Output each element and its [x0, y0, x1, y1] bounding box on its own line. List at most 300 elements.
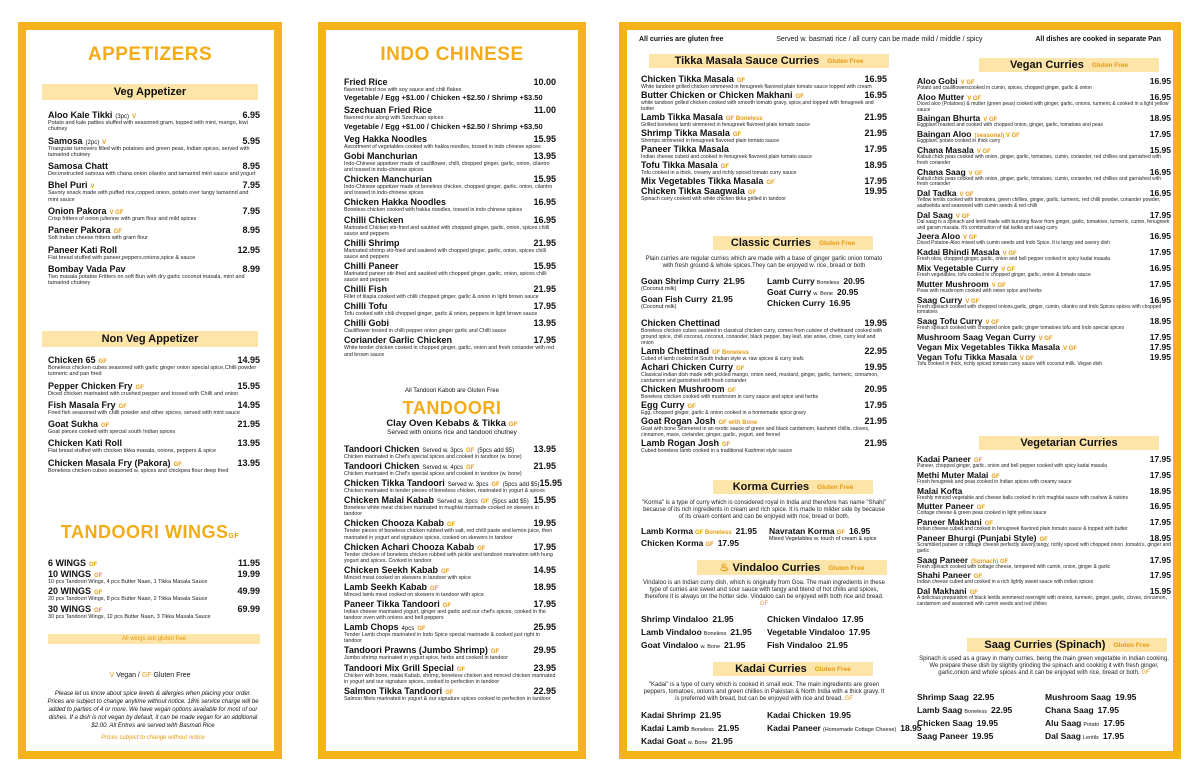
menu-item-description: flavored fried rice with soy sauce and chili flakes: [344, 87, 462, 93]
menu-item-name-group: [344, 105, 432, 115]
menu-item-tag: GF: [969, 590, 978, 597]
menu-item: [344, 238, 556, 260]
saag-list: [917, 692, 1171, 742]
grid-item-name: Chana Saag: [1045, 705, 1094, 715]
vegan-heading: Vegan Curries: [1009, 59, 1084, 71]
wings-gf-tag: GF: [228, 533, 240, 540]
menu-item: [641, 144, 887, 160]
menu-item-row: [344, 663, 556, 673]
menu-item-name: Chicken Tikka Tandoori: [344, 478, 445, 489]
menu-item-name: Egg Curry: [641, 400, 685, 410]
menu-item-row: [48, 458, 260, 468]
menu-item-description: Diced Potatoe-Aloo mixed with cumin seeds and Indo Spice. It is tangy and savory dish: [917, 240, 1110, 247]
menu-item: [344, 151, 556, 173]
menu-item-name: Tofu Tikka Masala: [641, 160, 718, 170]
grid-item-price: 19.95: [829, 710, 851, 720]
nonveg-appetizer-heading: Non Veg Appetizer: [101, 333, 199, 345]
menu-item-price: 17.95: [533, 599, 556, 610]
grid-item-price: 20.95: [843, 276, 865, 286]
menu-item-row: [344, 105, 556, 115]
menu-item-name: Chicken Seekh Kabab: [344, 564, 439, 575]
korma-description: "Korma" is a type of curry which is considered royal in India and therefore has name "Shahi" because of its rich ingredients in cream and rich spice. It is made to milder side by because of its cream content and can be enjoyed with rice, bread or both.: [642, 500, 886, 520]
menu-item-name: Gobi Manchurian: [344, 151, 418, 162]
menu-item-description: Indian cheese cubed and cooked in a rich lightly sweet sauce with indian spices: [917, 579, 1094, 586]
grid-item-name: Chicken Vindaloo: [767, 614, 839, 624]
menu-item-name-group: [344, 582, 438, 592]
menu-item-description: Diced chicken marinated with crushed pepper and tossed with Chilli and onion: [48, 390, 239, 397]
menu-item: [917, 501, 1171, 517]
menu-item-description: Fried fish seasoned with chilli powder and other spices, served with mint sauce: [48, 409, 240, 416]
menu-item: [917, 586, 1171, 608]
menu-item-name: Kadai Bhindi Masala: [917, 247, 1000, 258]
menu-item-description: Soft Indian cheese fritters with gram flour: [48, 235, 148, 242]
grid-item-size: Lentils: [1082, 735, 1099, 741]
menu-item: [344, 134, 556, 150]
grid-item-name: Vegetable Vindaloo: [767, 627, 845, 637]
grid-item-name: Kadai Lamb: [641, 723, 690, 733]
menu-item: [344, 478, 562, 495]
menu-item-price: 16.95: [1149, 231, 1171, 242]
menu-item-row: [344, 645, 556, 655]
menu-item-description: Kabuli chick peas cooked with onion, ginger, garlic, tomatoes, cumin, coriander, red chillies and garnished with fresh coriander: [917, 153, 1162, 166]
grid-item: [767, 298, 850, 308]
menu-item-price: 17.95: [533, 541, 556, 552]
menu-item-name: Kadai Paneer: [917, 454, 971, 464]
menu-item-tag: GF: [720, 164, 730, 170]
menu-item-price: 18.95: [1149, 113, 1171, 124]
menu-item-row: [344, 261, 556, 271]
tandoori-subtitle: [326, 418, 578, 429]
menu-item-name-group: [917, 342, 1077, 352]
grid-item-name: Shrimp Vindaloo: [641, 614, 709, 624]
grid-item-name: Lamb Korma: [641, 526, 693, 536]
grid-item-name: Kadai Goat: [641, 736, 686, 746]
appetizers-panel: [18, 22, 282, 759]
menu-item-row: [48, 569, 260, 579]
menu-item-tag: GF: [98, 359, 107, 365]
grid-item-size: Boneless: [964, 709, 987, 715]
menu-item-description: Chicken marinated in Chef's special spices and cooked in tandoor (w. bone): [344, 471, 522, 478]
menu-item-name-group: [641, 186, 756, 196]
menu-item-tag: GF: [973, 458, 983, 464]
menu-item: [917, 295, 1171, 317]
grid-item: [641, 614, 734, 624]
menu-item-price: 19.95: [1149, 351, 1171, 362]
menu-item-description: White tender chicken cooked in chopped ginger, garlic, onion and fresh coriander with red and brown sauce: [344, 345, 554, 358]
menu-item-price: 15.95: [533, 174, 556, 185]
menu-item: [48, 558, 260, 568]
menu-item: [344, 444, 556, 460]
nonveg-appetizer-band: [42, 331, 258, 347]
menu-item-name-group: [344, 284, 387, 294]
korma-heading: Korma Curries: [732, 481, 810, 493]
grid-item: [641, 294, 733, 310]
menu-item: [344, 495, 556, 517]
menu-item-row: [48, 400, 260, 410]
menu-item-description: Potato and cauliflowerscooked in cumin, spices, chopped ginger, garlic & onion: [917, 85, 1092, 91]
menu-item-name: Onion Pakora: [48, 206, 107, 217]
menu-item-price: 8.95: [242, 225, 260, 236]
menu-item-price: 5.95: [242, 135, 260, 146]
menu-item-description: Yellow lentils cooked with tomatoes, green chillies, ginger, garlic, turmeric, red chilli powder, coriander powder, asafoetida and seasoned with cumin seeds & red chilli: [917, 197, 1161, 209]
grid-item: [767, 614, 863, 624]
classic-band: [713, 236, 873, 250]
menu-item-tag: GF: [89, 562, 98, 568]
menu-item-row: [48, 558, 260, 568]
menu-item-name-group: [344, 461, 474, 471]
menu-item-price: 18.95: [1149, 316, 1171, 327]
menu-item: [917, 145, 1171, 167]
menu-item: [917, 352, 1171, 368]
menu-item-size: (3pc): [115, 114, 130, 120]
menu-item-price: 19.99: [237, 569, 260, 579]
menu-item-name-group: [641, 160, 729, 170]
menu-item: [48, 110, 260, 133]
menu-item-row: [917, 332, 1171, 342]
vindaloo-gf: Gluten Free: [828, 565, 865, 572]
menu-item-name-group: [48, 161, 108, 171]
indo-chinese-title: INDO CHINESE: [380, 44, 524, 65]
grid-item-price: 21.95: [826, 640, 848, 650]
menu-item: [917, 167, 1171, 189]
menu-item: [641, 438, 887, 454]
grid-item-price: 22.95: [972, 692, 995, 702]
menu-item-description: white tandoori grilled chicken cooked with smooth tomato gravy, spice,and topped with fenugreek and butter: [641, 100, 874, 112]
menu-item-price: 13.95: [533, 318, 556, 329]
grid-item: [641, 640, 745, 650]
menu-item-name: Dal Tadka: [917, 188, 957, 199]
menu-item-tag: GF: [736, 366, 745, 372]
kadai-list: [641, 710, 922, 750]
menu-item-tag: GF: [466, 448, 475, 454]
menu-item: [344, 663, 556, 685]
menu-item-name: Tandoori Chicken: [344, 444, 420, 454]
menu-item-price: 14.95: [533, 564, 556, 575]
menu-item-price: 16.95: [1149, 76, 1171, 86]
menu-item: [917, 76, 1171, 92]
menu-item-price: 25.95: [533, 622, 556, 633]
menu-item: [641, 186, 887, 202]
menu-item-tag: V GF: [1063, 345, 1078, 352]
menu-item-name: Saag Curry: [917, 294, 963, 305]
menu-item-name-group: [344, 197, 446, 207]
menu-item-price: 13.95: [533, 151, 556, 162]
menu-item-name: Shahi Paneer: [917, 570, 971, 581]
menu-item-row: [344, 542, 556, 552]
menu-item-description: Tofu cooked with chili chopped ginger, garlic & onion, peppers in light brown sauce: [344, 311, 538, 318]
menu-item-price: 18.95: [1149, 532, 1171, 543]
menu-item-size: 4pcs: [401, 626, 415, 633]
menu-item: [48, 180, 260, 203]
grid-item-name: Kadai Shrimp: [641, 710, 696, 720]
kadai-gf: Gluten Free: [814, 666, 851, 673]
menu-item-row: [641, 90, 887, 100]
menu-item-name: 30 WINGS: [48, 603, 92, 614]
menu-item-description: Peas with mushroom cooked with onion spice and herbs: [917, 287, 1042, 294]
menu-item-name-group: [48, 245, 117, 255]
menu-item-row: [344, 284, 556, 294]
menu-item-price: 19.95: [864, 318, 887, 328]
vindaloo-band: [697, 560, 887, 575]
grid-item-tag: GF: [705, 542, 714, 548]
menu-item-name: Vegan Mix Vegetables Tikka Masala: [917, 341, 1061, 352]
grid-item: [917, 692, 994, 702]
menu-item-tag: V GF: [967, 95, 982, 102]
menu-item-extra: (5pcs add $5): [492, 499, 529, 506]
menu-item-row: [641, 346, 887, 356]
menu-item-row: [917, 342, 1171, 352]
grid-item-tag: GF: [836, 530, 846, 536]
menu-item-tag: GF: [447, 522, 456, 529]
grid-item-price: 17.95: [848, 627, 871, 637]
menu-item-row: [48, 245, 260, 255]
menu-item-name-group: [48, 381, 144, 391]
grid-item-size: Boneless: [703, 631, 727, 637]
grid-item-name: Shrimp Saag: [917, 692, 969, 702]
menu-item-price: 17.95: [1149, 247, 1171, 258]
menu-item-description: Savory snack made with puffed rice,copped onion, potato over tangy tamarind and mint sauce: [48, 190, 249, 203]
menu-item-price: 8.95: [242, 161, 260, 172]
menu-item-description: Goat pieces cooked with special south Indian spices: [48, 429, 176, 436]
menu-item-description: Fresh spinach cooked with chopped onions,garlic, ginger, cumin, cilantro and Indo Spices spices with chopped tomatoes: [917, 303, 1162, 316]
menu-item-row: [641, 74, 887, 84]
appetizers-title: APPETIZERS: [87, 44, 213, 65]
menu-item-row: [641, 128, 887, 138]
menu-item-name-group: [344, 134, 427, 144]
menu-item-name: Methi Muter Malai: [917, 469, 989, 480]
menu-item-price: 17.95: [1149, 331, 1171, 342]
menu-item: [917, 533, 1171, 555]
menu-item-price: 49.99: [237, 586, 260, 597]
menu-item: [917, 517, 1171, 533]
menu-item-price: 21.95: [864, 112, 887, 122]
saag-desc-gf: GF: [1141, 670, 1150, 676]
menu-item-description: Indo-Chinese appetizer made of cauliflower, chilli, chopped ginger, garlic, onion, cilantro and tossed in indo-chinese spices: [344, 161, 550, 174]
menu-item-description: 20 pcs Tandoori Wings, 8 pcs Butter Naan, 2 Tikka Masala Sauce: [48, 596, 208, 603]
menu-item-row: [344, 335, 556, 345]
menu-item-name-group: [344, 565, 449, 575]
menu-item-name: Baingan Aloo: [917, 129, 972, 140]
menu-item-name: Paneer Pakora: [48, 225, 111, 236]
menu-item-row: [344, 565, 556, 575]
veg-appetizer-heading: Veg Appetizer: [113, 86, 187, 98]
grid-item-price: 21.95: [711, 294, 733, 304]
menu-item-tag: GF: [973, 574, 983, 581]
menu-item-description: Boneless white meat chicken marinated in mughlai marinade cooked on skewers in tandoor: [344, 505, 539, 518]
menu-item-row: [344, 478, 562, 489]
menu-item-name: Chana Masala: [917, 144, 974, 155]
menu-item-name: Chicken Chettinad: [641, 318, 721, 328]
menu-item-name: Goat Sukha: [48, 419, 99, 430]
menu-item-description: Scrambled paneer or cottage cheese perfectly savory,tangy, richly spiced with chopped onion ,tomato's, ginger and garlic: [917, 541, 1171, 554]
menu-item-price: 13.95: [237, 438, 260, 449]
menu-item-price: 17.95: [864, 400, 887, 410]
menu-item-name-group: [48, 180, 95, 190]
menu-item-tag: GF: [976, 505, 986, 512]
menu-item: [344, 518, 556, 540]
menu-item-price: 15.95: [237, 380, 260, 391]
menu-item-price: 16.95: [864, 74, 887, 84]
menu-item-price: 17.95: [533, 301, 556, 312]
grid-item: [767, 276, 865, 286]
menu-item-description: Tofu cooked in a thick, creamy and richly spiced tomato curry sauce: [641, 170, 797, 176]
menu-item-tag: GF: [135, 384, 144, 391]
menu-item-row: [641, 176, 887, 186]
menu-item-row: [641, 318, 887, 328]
menu-item-price: 15.95: [533, 134, 556, 144]
menu-item-description: Marinated shrimp stir-fried and sauteed with chopped ginger, garlic, onion, spices chilli sauce and peppers: [344, 247, 546, 260]
menu-item-name-group: [344, 686, 454, 696]
menu-item: [48, 458, 260, 474]
wings-note: All wings are gluten free: [48, 634, 260, 644]
menu-item-name: Mutter Mushroom: [917, 278, 989, 289]
menu-item-name-group: [344, 151, 418, 161]
menu-item-price: 21.95: [533, 461, 556, 472]
menu-item-row: [641, 186, 887, 196]
menu-item-description: Freshly minced vegetable and cheese balls cooked in rich mughlai sauce with cashew & raisins: [917, 494, 1128, 501]
classic-list: [641, 318, 887, 454]
menu-item-name-group: [48, 438, 122, 448]
grid-item-size: w. Bone: [700, 644, 721, 650]
menu-item: [917, 188, 1171, 210]
menu-item-name-group: [641, 362, 744, 372]
menu-item: [344, 599, 556, 621]
vegetarian-list: [917, 454, 1171, 608]
menu-item-name-group: [344, 599, 451, 609]
fire-icon: ♨: [719, 562, 730, 574]
curries-panel: [619, 22, 1181, 759]
grid-item-name: Lamb Curry: [767, 276, 815, 286]
menu-item-row: [48, 136, 260, 146]
menu-item-price: 19.95: [533, 518, 556, 529]
menu-item: [344, 284, 556, 300]
menu-item-price: 13.95: [237, 457, 260, 468]
menu-item-tag: GF: [445, 689, 454, 696]
tandoori-note: All Tandoori Kabob are Gluten Free: [405, 388, 499, 394]
menu-item-tag: V GF: [968, 170, 983, 177]
menu-item: [48, 355, 260, 378]
menu-item-name-group: [344, 215, 404, 225]
legend: V Vegan / GF Gluten Free: [109, 672, 191, 679]
grid-item-price: 20.95: [836, 287, 859, 297]
menu-item-description: Triangular turnovers filled with potatoes and green peas, Indian spices, served with tamarind chutney: [48, 145, 250, 158]
menu-item-tag: V GF: [985, 320, 1000, 327]
menu-item: [344, 105, 556, 130]
tandoori-list: [344, 444, 562, 703]
menu-item-name-group: [344, 444, 514, 454]
menu-item-description: Fillet of tilapia cooked with chilli chopped ginger, garlic & onion in light brown sauce: [344, 294, 539, 301]
menu-item-row: [48, 381, 260, 391]
menu-item-row: [641, 416, 887, 426]
menu-item: [48, 161, 260, 177]
menu-item-tag: GF: [94, 590, 103, 597]
menu-item: [48, 438, 260, 454]
menu-item-row: [641, 362, 887, 372]
menu-item-row: [344, 174, 556, 184]
menu-item: [917, 555, 1171, 571]
grid-item-tag: GF Boneless: [694, 530, 732, 536]
menu-item-tag: V GF: [960, 80, 975, 86]
menu-item-tag: GF: [113, 229, 122, 236]
menu-item-description: Grilled boneless lamb simmered in fenugreek flavored plain tomato sauce: [641, 122, 810, 128]
menu-item-description: Deconstructed samosa with chana onion cilantro and tamarind mint sauce and yogurt: [48, 171, 256, 178]
tikka-masala-list: [641, 74, 887, 202]
menu-item-name: Saag Tofu Curry: [917, 316, 983, 327]
grid-item-name: Chicken Saag: [917, 718, 973, 728]
menu-item-name: Lamb Chops: [344, 622, 399, 633]
menu-item-price: 21.95: [864, 416, 887, 426]
menu-item-name: Chilli Paneer: [344, 260, 399, 271]
menu-item-description: Boneless chicken cubes sautéed in classical chicken curry, comes from cuisine of chettinand cooked with ground spice, chili coconut, coconut, coriander, black pepper, bay leaf, star anise, clove, curry leaf and onion: [641, 328, 883, 346]
menu-item-options: Vegetable / Egg +$1.00 / Chicken +$2.50 / Shrimp +$3.50: [344, 121, 543, 131]
kadai-desc-gf: GF: [844, 696, 853, 702]
menu-item-name: Chilli Chicken: [344, 214, 404, 225]
menu-item-row: [344, 238, 556, 248]
vindaloo-heading: Vindaloo Curries: [732, 562, 821, 574]
menu-item-name: Lamb Tikka Masala: [641, 112, 723, 122]
kadai-band: [713, 662, 873, 676]
menu-item-name-group: [641, 346, 749, 356]
menu-item-tag: GF Boneless: [725, 116, 763, 122]
menu-item: [917, 129, 1171, 145]
menu-item-tag: V GF: [1038, 335, 1053, 342]
menu-item: [48, 586, 260, 602]
menu-item-tag: GF: [490, 649, 500, 656]
menu-item-description: Fresh spinach cooked with cottage cheese, tempered with cumin, onion, ginger & garlic: [917, 563, 1111, 570]
menu-item-description: Eggplant roasted and cooked with chopped onion, ginger, garlic, tomatoes and peas: [917, 122, 1103, 129]
grid-item-name: Goan Fish Curry: [641, 294, 708, 304]
legend-vegan: Vegan: [116, 672, 136, 679]
menu-item: [917, 316, 1171, 332]
grid-item-name: Goan Shrimp Curry: [641, 276, 720, 286]
menu-item-name: Lamb Rogan Josh: [641, 438, 720, 448]
menu-item-name: Chilli Tofu: [344, 301, 388, 312]
menu-item-description: Flat bread stuffed with chicken tikka masala, onions, peppers & spice: [48, 448, 217, 455]
menu-item-description: Spinach curry cooked with white chicken tikka grilled in tandoor: [641, 196, 787, 202]
menu-item-price: 14.95: [237, 399, 260, 410]
menu-item-row: [641, 438, 887, 448]
grid-item: [641, 710, 721, 720]
menu-item-name: Chana Saag: [917, 166, 966, 177]
menu-item-name-group: [917, 332, 1053, 342]
indo-chinese-list: [344, 134, 556, 359]
menu-item-name: Chicken Malai Kabab: [344, 495, 435, 506]
menu-item-name-group: [48, 110, 136, 120]
menu-item-price: 15.95: [1149, 144, 1171, 155]
grid-item: [641, 627, 752, 637]
menu-item-price: 16.95: [1149, 166, 1171, 177]
menu-item-row: [344, 215, 556, 225]
menu-item-name-group: [641, 384, 736, 394]
menu-item-price: 18.95: [864, 160, 887, 170]
menu-item: [48, 225, 260, 241]
header-separate-pan: All dishes are cooked in separate Pan: [1035, 36, 1161, 43]
menu-item-price: 15.95: [533, 260, 556, 271]
menu-item-tag: GF: [747, 190, 757, 196]
wings-title-text: TANDOORI WINGS: [60, 522, 229, 542]
menu-item-row: [48, 264, 260, 274]
menu-item-price: 16.95: [1149, 294, 1171, 305]
grid-item-price: 17.95: [717, 538, 739, 548]
classic-description: Plain curries are regular curries which are made with a base of ginger garlic onion tomato with fresh ground & whole spices.They can be enjoyed w. rice, bread or both: [645, 256, 883, 269]
menu-item-name: Aloo Mutter: [917, 91, 965, 102]
kadai-description: [641, 682, 887, 703]
policy-note-2: Prices subject to change without notice: [101, 735, 205, 741]
menu-item-name: Butter Chicken or Chicken Makhani: [641, 90, 793, 100]
menu-item-name-group: [641, 74, 745, 84]
menu-item-name: 6 WINGS: [48, 558, 87, 568]
menu-item-description: Chicken marinated in tender pieces of boneless chicken, marinated in yogurt & spices: [344, 488, 545, 495]
